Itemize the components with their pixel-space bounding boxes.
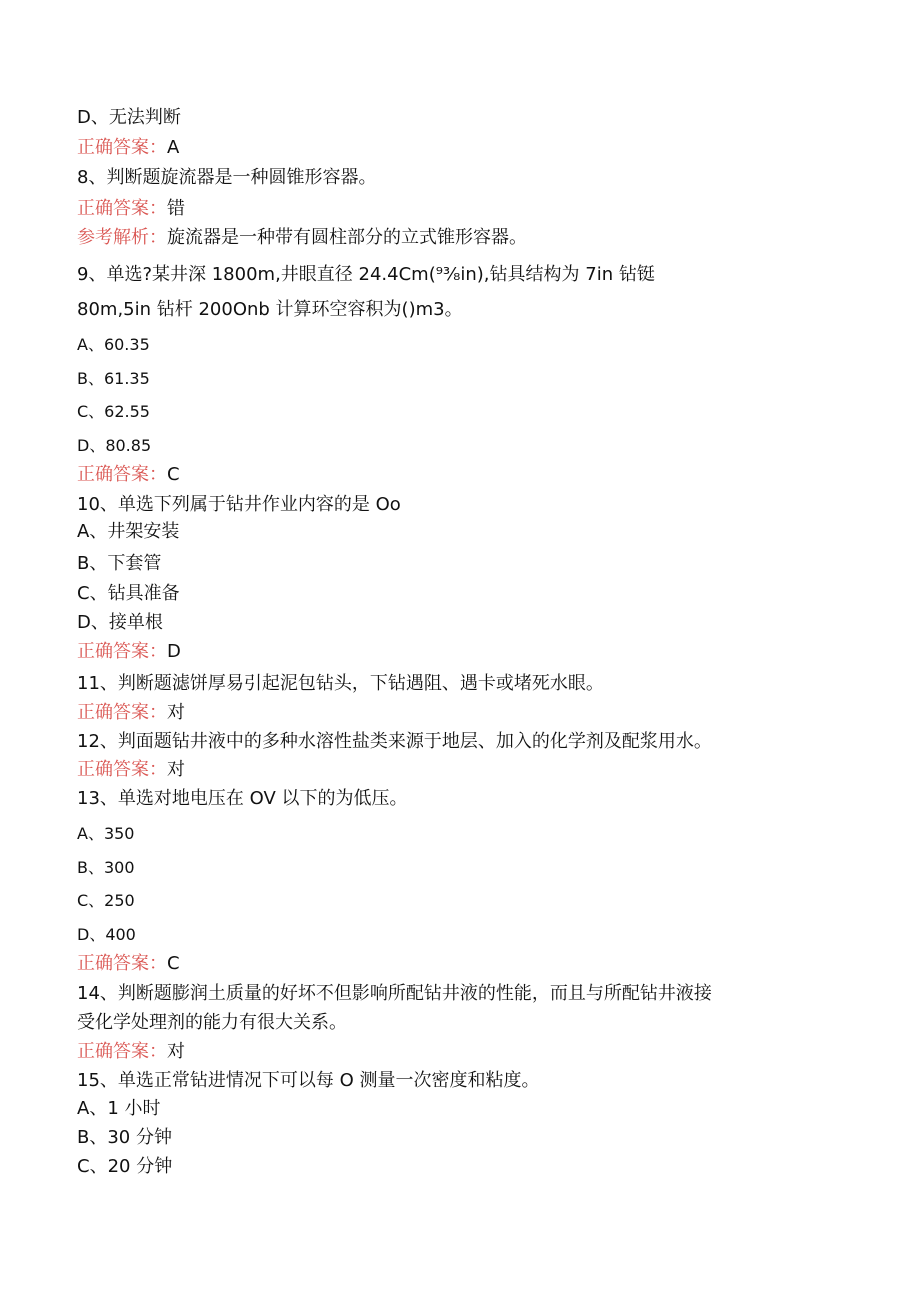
q9-option-d: D、80.85 xyxy=(77,436,152,455)
answer-value: 错 xyxy=(167,198,185,219)
q13-answer xyxy=(77,952,180,976)
answer-label: 正确答案： xyxy=(77,759,167,780)
q14-stem-line2: 受化学处理剂的能力有很大关系。 xyxy=(77,1012,347,1033)
q15-option-b: B、30 分钟 xyxy=(77,1127,172,1148)
answer-value: 对 xyxy=(167,1041,185,1062)
q15-option-a: A、1 小时 xyxy=(77,1098,161,1119)
answer-label: 正确答案： xyxy=(77,137,167,158)
q7-answer xyxy=(77,136,179,160)
answer-value: 对 xyxy=(167,759,185,780)
q15-stem: 15、单选正常钻进情况下可以每 O 测量一次密度和粘度。 xyxy=(77,1070,540,1091)
q13-option-c: C、250 xyxy=(77,891,135,910)
q10-option-b: B、下套管 xyxy=(77,553,162,574)
answer-value: D xyxy=(167,641,181,662)
q14-answer xyxy=(77,1040,185,1064)
answer-value: C xyxy=(167,953,180,974)
q13-option-b: B、300 xyxy=(77,858,135,877)
answer-value: A xyxy=(167,137,180,158)
q11-stem: 11、判断题滤饼厚易引起泥包钻头，下钻遇阻、遇卡或堵死水眼。 xyxy=(77,673,604,694)
q8-stem: 8、判断题旋流器是一种圆锥形容器。 xyxy=(77,167,377,188)
q9-option-b: B、61.35 xyxy=(77,369,150,388)
q10-option-d: D、接单根 xyxy=(77,612,163,633)
answer-label: 正确答案： xyxy=(77,464,167,485)
q13-stem: 13、单选对地电压在 OV 以下的为低压。 xyxy=(77,788,408,809)
q12-stem: 12、判面题钻井液中的多种水溶性盐类来源于地层、加入的化学剂及配浆用水。 xyxy=(77,731,712,752)
q9-stem-line1: 9、单选?某井深 1800m,井眼直径 24.4Cm(⁹³⁄₈in),钻具结构为 7in 钻铤 xyxy=(77,264,655,285)
q10-option-a: A、井架安装 xyxy=(77,521,180,542)
q11-answer xyxy=(77,701,185,725)
analysis-value: 旋流器是一种带有圆柱部分的立式锥形容器。 xyxy=(167,227,527,248)
analysis-label: 参考解析： xyxy=(77,227,167,248)
q10-answer xyxy=(77,640,181,664)
q10-option-c: C、钻具准备 xyxy=(77,583,180,604)
q7-option-d: D、无法判断 xyxy=(77,107,181,128)
answer-value: 对 xyxy=(167,702,185,723)
q8-answer xyxy=(77,197,185,221)
q13-option-d: D、400 xyxy=(77,925,136,944)
q9-option-a: A、60.35 xyxy=(77,335,150,354)
q9-option-c: C、62.55 xyxy=(77,402,150,421)
q13-option-a: A、350 xyxy=(77,824,135,843)
answer-label: 正确答案： xyxy=(77,641,167,662)
answer-label: 正确答案： xyxy=(77,1041,167,1062)
answer-value: C xyxy=(167,464,180,485)
q10-stem: 10、单选下列属于钻井作业内容的是 Oo xyxy=(77,494,401,515)
q12-answer xyxy=(77,758,185,782)
answer-label: 正确答案： xyxy=(77,198,167,219)
answer-label: 正确答案： xyxy=(77,953,167,974)
q9-answer xyxy=(77,463,180,487)
q14-stem-line1: 14、判断题膨润土质量的好坏不但影响所配钻井液的性能，而且与所配钻井液接 xyxy=(77,983,712,1004)
q8-analysis xyxy=(77,226,527,250)
q9-stem-line2: 80m,5in 钻杆 200Onb 计算环空容积为()m3。 xyxy=(77,299,463,320)
answer-label: 正确答案： xyxy=(77,702,167,723)
q15-option-c: C、20 分钟 xyxy=(77,1156,173,1177)
